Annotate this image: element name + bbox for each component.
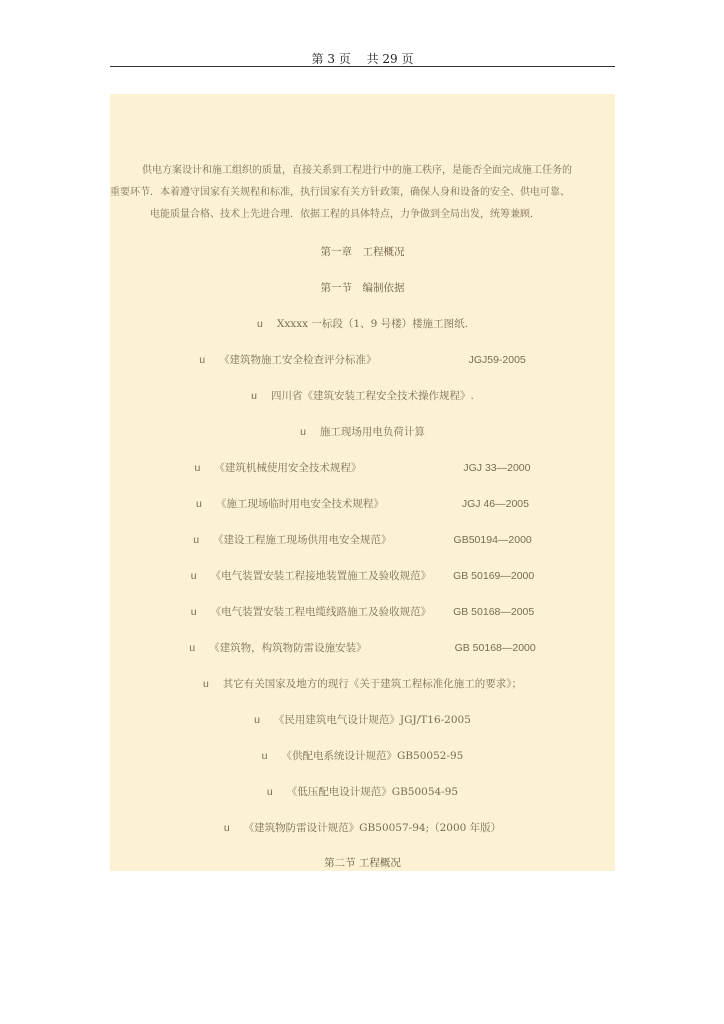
bullet-icon: u: [251, 390, 257, 402]
list-item: [110, 784, 615, 799]
bullet-icon: u: [300, 426, 306, 438]
list-item: [110, 748, 615, 763]
standard-code: JGJ 46—2005: [461, 498, 529, 510]
list-item: [110, 604, 615, 619]
section-title: 第二节 工程概况: [324, 857, 401, 869]
list-item: [110, 424, 615, 439]
standard-code: GB 50168—2000: [454, 642, 536, 654]
bullet-icon: u: [189, 642, 196, 654]
document-content: [110, 94, 615, 871]
list-item: [110, 496, 615, 511]
list-item-text: 《电气装置安装工程接地装置施工及验收规范》: [210, 570, 432, 582]
bullet-icon: u: [223, 822, 230, 834]
list-item: [110, 460, 615, 475]
list-item: [110, 388, 615, 403]
bullet-icon: u: [266, 786, 273, 798]
bullet-icon: u: [199, 354, 206, 366]
list-item-text: 《建设工程施工现场供用电安全规范》: [213, 534, 392, 546]
chapter-title: 第一章 工程概况: [320, 246, 405, 258]
list-item: [110, 568, 615, 583]
standard-code: JGJ59-2005: [468, 354, 526, 366]
list-item-text: 四川省《建筑安装工程安全技术操作规程》.: [271, 390, 474, 402]
list-item: [110, 352, 615, 367]
standard-code: GB 50169—2000: [453, 570, 535, 582]
bullet-icon: u: [190, 570, 197, 582]
intro-line: 电能质量合格、技术上先进合理．依据工程的具体特点，力争做到全局出发，统筹兼顾．: [150, 209, 540, 220]
list-item-text: 施工现场用电负荷计算: [319, 426, 425, 438]
list-item-text: 《建筑物施工安全检查评分标准》: [219, 354, 377, 366]
page-number: 第 3 页: [311, 52, 351, 66]
bullet-icon: u: [202, 678, 209, 690]
bullet-icon: u: [190, 606, 197, 618]
list-item-text: 《供配电系统设计规范》GB50052-95: [281, 750, 464, 762]
standard-code: GB 50168—2005: [453, 606, 535, 618]
list-item-text: 《施工现场临时用电安全技术规程》: [215, 498, 384, 510]
list-item-text: 《民用建筑电气设计规范》JGJ/T16-2005: [273, 714, 471, 726]
list-item-text: 《建筑物防雷设计规范》GB50057-94;（2000 年版）: [243, 822, 502, 834]
standard-code: JGJ 33—2000: [463, 462, 531, 474]
bullet-icon: u: [196, 498, 202, 510]
bullet-icon: u: [254, 714, 260, 726]
list-item: [110, 712, 615, 727]
bullet-icon: u: [257, 318, 263, 330]
header-rule: [110, 66, 615, 67]
list-item-text: Xxxxx 一标段（1、9 号楼）楼施工图纸.: [276, 318, 468, 330]
list-item: [110, 820, 615, 835]
bullet-icon: u: [193, 534, 200, 546]
page-header: [110, 50, 615, 67]
page-total: 共 29 页: [366, 52, 414, 66]
section-title: 第一节 编制依据: [320, 282, 405, 294]
list-item: [110, 532, 615, 547]
list-item-text: 《电气装置安装工程电缆线路施工及验收规范》: [210, 606, 432, 618]
list-item: [110, 676, 615, 691]
list-item-text: 《建筑物，构筑物防雷设施安装》: [209, 642, 367, 654]
intro-paragraph: [110, 160, 615, 226]
list-item-text: 《建筑机械使用安全技术规程》: [214, 462, 362, 474]
intro-line: 重要环节．本着遵守国家有关规程和标准，执行国家有关方针政策，确保人身和设备的安全、供电可靠、: [110, 187, 570, 198]
list-item-text: 其它有关国家及地方的现行《关于建筑工程标准化施工的要求》；: [222, 678, 523, 690]
bullet-icon: u: [194, 462, 201, 474]
bullet-icon: u: [261, 750, 268, 762]
intro-line: 供电方案设计和施工组织的质量，直接关系到工程进行中的施工秩序，是能否全面完成施工任务的: [142, 165, 572, 176]
list-item: [110, 316, 615, 331]
list-item-text: 《低压配电设计规范》GB50054-95: [286, 786, 459, 798]
list-item: [110, 640, 615, 655]
standard-code: GB50194—2000: [453, 534, 532, 546]
